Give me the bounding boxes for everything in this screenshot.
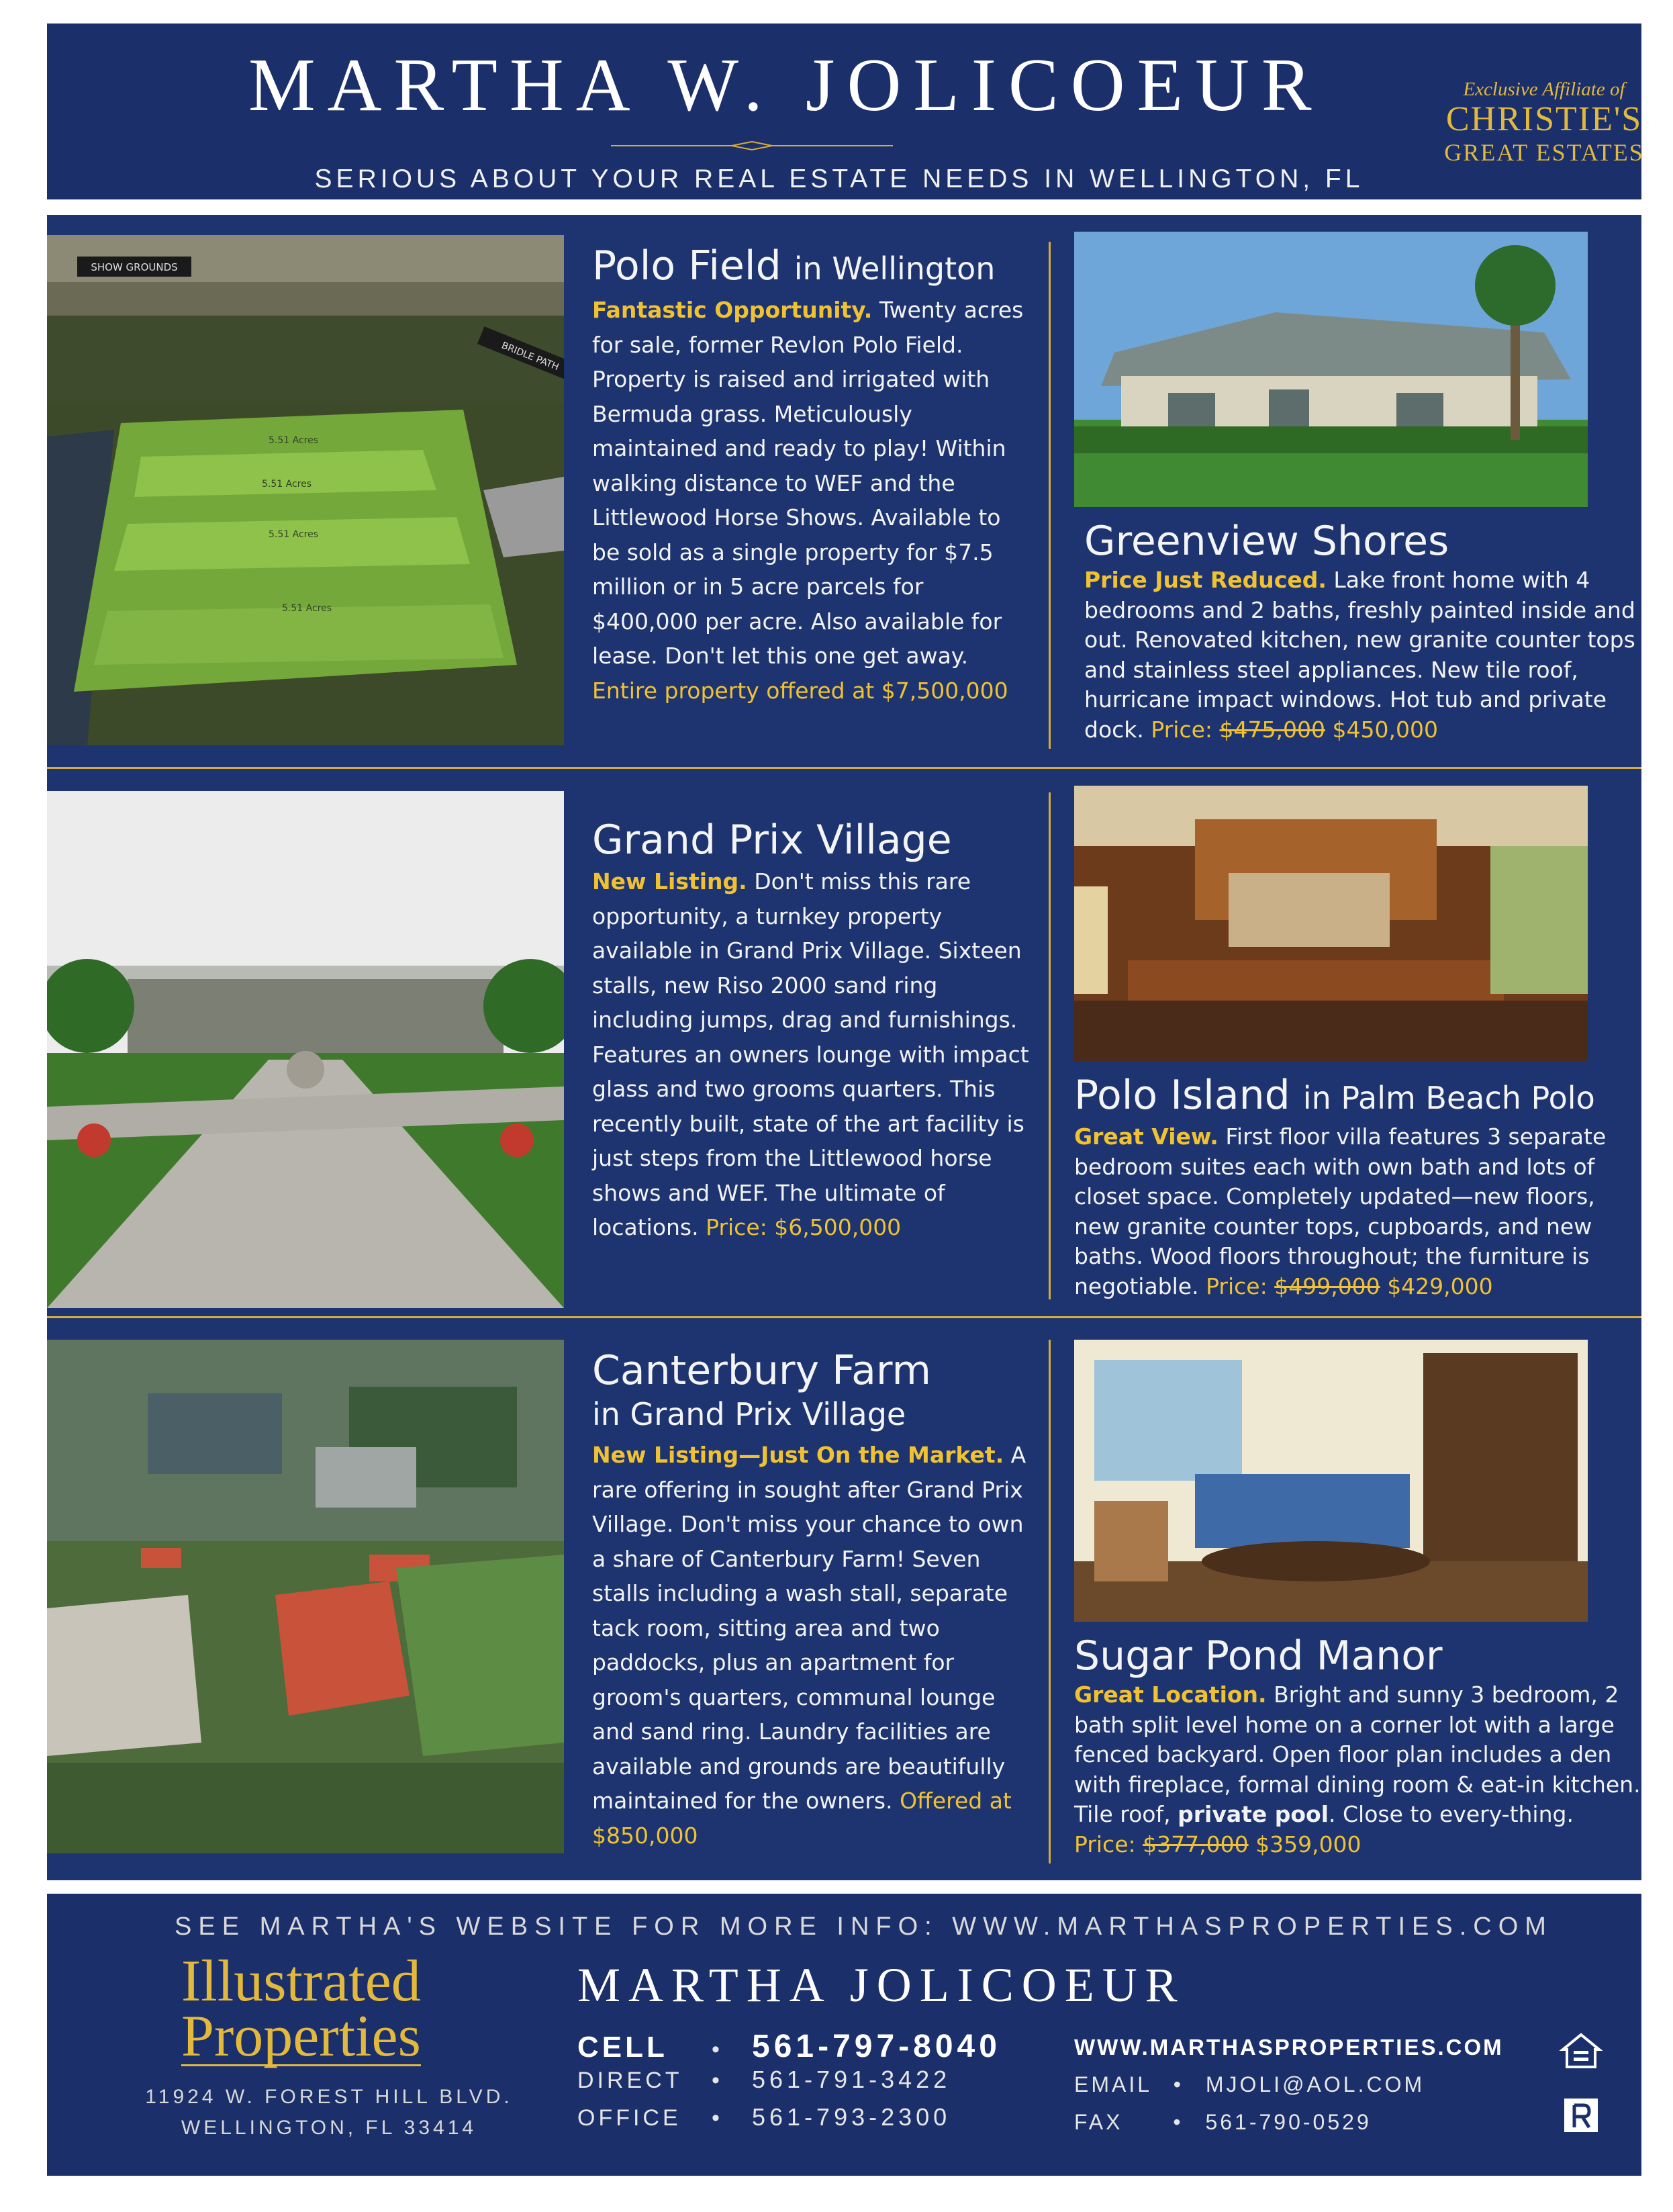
page-header	[47, 24, 1644, 199]
tagline: SERIOUS ABOUT YOUR REAL ESTATE NEEDS IN WELLINGTON, FL	[314, 165, 1364, 193]
listing-polo-field	[592, 242, 1035, 708]
listing-description	[592, 864, 1035, 1245]
listing-body: Don't miss this rare opportunity, a turnkey property available in Grand Prix Village. Sixteen stalls, new Riso 2000 sand ring including jumps, drag and furnishings. Features an owners lounge with impact glass and two grooms quarters. This recently built, state of the art facility is just steps from the Littlewood horse shows and WEF. The ultimate of locations.	[592, 868, 1029, 1240]
price-label: Price:	[1151, 716, 1213, 743]
listing-description	[592, 1438, 1035, 1853]
listing-title-suffix: in Wellington	[794, 250, 996, 287]
listing-price: Offered at $850,000	[592, 1788, 1012, 1849]
listing-lead: Fantastic Opportunity.	[592, 297, 873, 323]
email-row	[1074, 2072, 1504, 2110]
listing-body: First floor villa features 3 separate bedroom suites each with own bath and lots of closet space. Completely updated—new floors, new granite counter tops, cupboards, and new baths. Wood floors throughout; the furniture is negotiable.	[1074, 1123, 1607, 1299]
listing-body-highlight: private pool	[1178, 1801, 1329, 1827]
christies-affiliate-logo	[1400, 79, 1673, 167]
direct-label: DIRECT	[577, 2068, 683, 2093]
canterbury-farm-aerial-photo	[47, 1340, 564, 1853]
old-price: $499,000	[1274, 1273, 1380, 1299]
listing-lead: Price Just Reduced.	[1084, 567, 1327, 593]
office-row	[577, 2103, 1067, 2141]
affiliate-line3: GREAT ESTATES	[1444, 139, 1644, 166]
listing-lead: Great Location.	[1074, 1681, 1267, 1708]
listing-body: Lake front home with 4 bedrooms and 2 baths, freshly painted inside and out. Renovated kitchen, new granite counter tops and stainless steel appliances. New tile roof, hurricane impact windows. Hot tub and private dock.	[1084, 567, 1635, 743]
listing-title: Greenview Shores	[1084, 518, 1449, 565]
direct-number[interactable]: 561-791-3422	[752, 2066, 951, 2093]
email-label: EMAIL	[1074, 2072, 1151, 2096]
grand-prix-village-photo	[47, 791, 564, 1308]
listing-description	[1074, 1122, 1641, 1301]
acre-label: 5.51 Acres	[262, 479, 312, 490]
column-divider	[1049, 1340, 1051, 1863]
bullet: •	[1173, 2072, 1184, 2096]
office-address	[128, 2082, 530, 2144]
column-divider	[1049, 792, 1051, 1299]
polo-island-kitchen-photo	[1074, 786, 1588, 1061]
listing-title: Polo Island	[1074, 1072, 1290, 1119]
old-price: $377,000	[1143, 1831, 1249, 1857]
acre-label: 5.51 Acres	[282, 603, 332, 614]
listing-description	[592, 293, 1035, 708]
listing-description	[1074, 1680, 1641, 1859]
equal-housing-icon	[1558, 2028, 1605, 2075]
listing-description	[1084, 565, 1641, 745]
listing-subtitle: in Grand Prix Village	[592, 1396, 906, 1432]
listing-price: Price: $6,500,000	[706, 1214, 902, 1240]
listing-greenview-shores	[1084, 517, 1641, 745]
bullet: •	[712, 2105, 720, 2131]
cell-label: CELL	[577, 2031, 668, 2064]
listing-canterbury-farm	[592, 1346, 1035, 1853]
brand-line1: Illustrated	[181, 1949, 421, 2014]
bullet: •	[1173, 2110, 1184, 2134]
listing-lead: New Listing.	[592, 868, 747, 894]
polo-field-aerial-photo	[47, 235, 564, 745]
listing-price: Entire property offered at $7,500,000	[592, 677, 1008, 704]
cell-row	[577, 2028, 1067, 2066]
new-price: $450,000	[1332, 716, 1438, 743]
fax-label: FAX	[1074, 2110, 1123, 2134]
bullet: •	[712, 2068, 720, 2093]
section-divider	[47, 1316, 1641, 1318]
website-banner: SEE MARTHA'S WEBSITE FOR MORE INFO: WWW.MARTHASPROPERTIES.COM	[175, 1913, 1553, 1941]
address-line1: 11924 W. FOREST HILL BLVD.	[145, 2086, 513, 2108]
listing-grand-prix-village	[592, 816, 1035, 1245]
affiliate-line1: Exclusive Affiliate of	[1463, 79, 1625, 100]
website-link[interactable]: WWW.MARTHASPROPERTIES.COM	[1074, 2035, 1504, 2060]
listing-title: Grand Prix Village	[592, 817, 952, 864]
listing-body: Bright and sunny 3 bedroom, 2 bath split level home on a corner lot with a large fenced backyard. Open floor plan includes a den with fireplace, formal dining room & eat-in kitchen. Tile roof,	[1074, 1681, 1641, 1827]
contact-footer	[47, 1894, 1641, 2176]
affiliate-line2: CHRISTIE'S	[1445, 100, 1643, 138]
listing-lead: Great View.	[1074, 1123, 1218, 1150]
old-price: $475,000	[1219, 716, 1325, 743]
brand-line2: Properties	[181, 2004, 421, 2069]
section-divider	[47, 767, 1641, 769]
fax-row	[1074, 2110, 1504, 2148]
listing-body: A rare offering in sought after Grand Prix Village. Don't miss your chance to own a share of Canterbury Farm! Seven stalls including a wash stall, separate tack room, sitting area and two paddocks, plus an apartment for groom's quarters, communal lounge and sand ring. Laundry facilities are available and grounds are beautifully maintained for the owners.	[592, 1442, 1026, 1814]
online-contacts	[1074, 2035, 1504, 2148]
new-price: $429,000	[1387, 1273, 1493, 1299]
office-number[interactable]: 561-793-2300	[752, 2103, 951, 2131]
phone-list	[577, 2028, 1067, 2141]
listing-title: Polo Field	[592, 242, 781, 289]
price-label: Price:	[1206, 1273, 1268, 1299]
column-divider	[1049, 242, 1051, 749]
listing-title: Sugar Pond Manor	[1074, 1632, 1443, 1679]
new-price: $359,000	[1255, 1831, 1361, 1857]
bullet: •	[712, 2037, 720, 2062]
address-line2: WELLINGTON, FL 33414	[181, 2117, 477, 2139]
acre-label: 5.51 Acres	[269, 435, 319, 446]
agent-name: MARTHA JOLICOEUR	[577, 1958, 1186, 2012]
sugar-pond-living-room-photo	[1074, 1340, 1588, 1622]
listing-title-suffix: in Palm Beach Polo	[1302, 1080, 1595, 1116]
fax-number: 561-790-0529	[1205, 2110, 1372, 2134]
ornament-divider	[611, 141, 893, 150]
acre-label: 5.51 Acres	[269, 529, 319, 540]
listing-body-end: . Close to every-thing.	[1329, 1801, 1574, 1827]
listing-body: Twenty acres for sale, former Revlon Polo Field. Property is raised and irrigated with Bermuda grass. Meticulously maintained and ready to play! Within walking distance to WEF and the Littlewood Horse Shows. Available to be sold as a single property for $7.5 million or in 5 acre parcels for $400,000 per acre. Also available for lease. Don't let this one get away.	[592, 297, 1024, 669]
listing-lead: New Listing—Just On the Market.	[592, 1442, 1004, 1468]
cell-number[interactable]: 561-797-8040	[752, 2029, 1001, 2064]
agent-name-banner: MARTHA W. JOLICOEUR	[248, 44, 1324, 127]
listing-sugar-pond-manor	[1074, 1632, 1641, 1859]
listing-title: Canterbury Farm	[592, 1347, 931, 1394]
realtor-icon	[1561, 2095, 1601, 2142]
photo-sign-bridle-path: BRIDLE PATH	[499, 340, 561, 373]
photo-sign-show-grounds: SHOW GROUNDS	[91, 261, 178, 273]
illustrated-properties-logo	[181, 1949, 421, 2069]
office-label: OFFICE	[577, 2105, 681, 2131]
email-address[interactable]: MJOLI@AOL.COM	[1205, 2072, 1425, 2096]
direct-row	[577, 2066, 1067, 2103]
greenview-house-photo	[1074, 232, 1588, 507]
listing-polo-island	[1074, 1071, 1641, 1301]
price-label: Price:	[1074, 1831, 1136, 1857]
